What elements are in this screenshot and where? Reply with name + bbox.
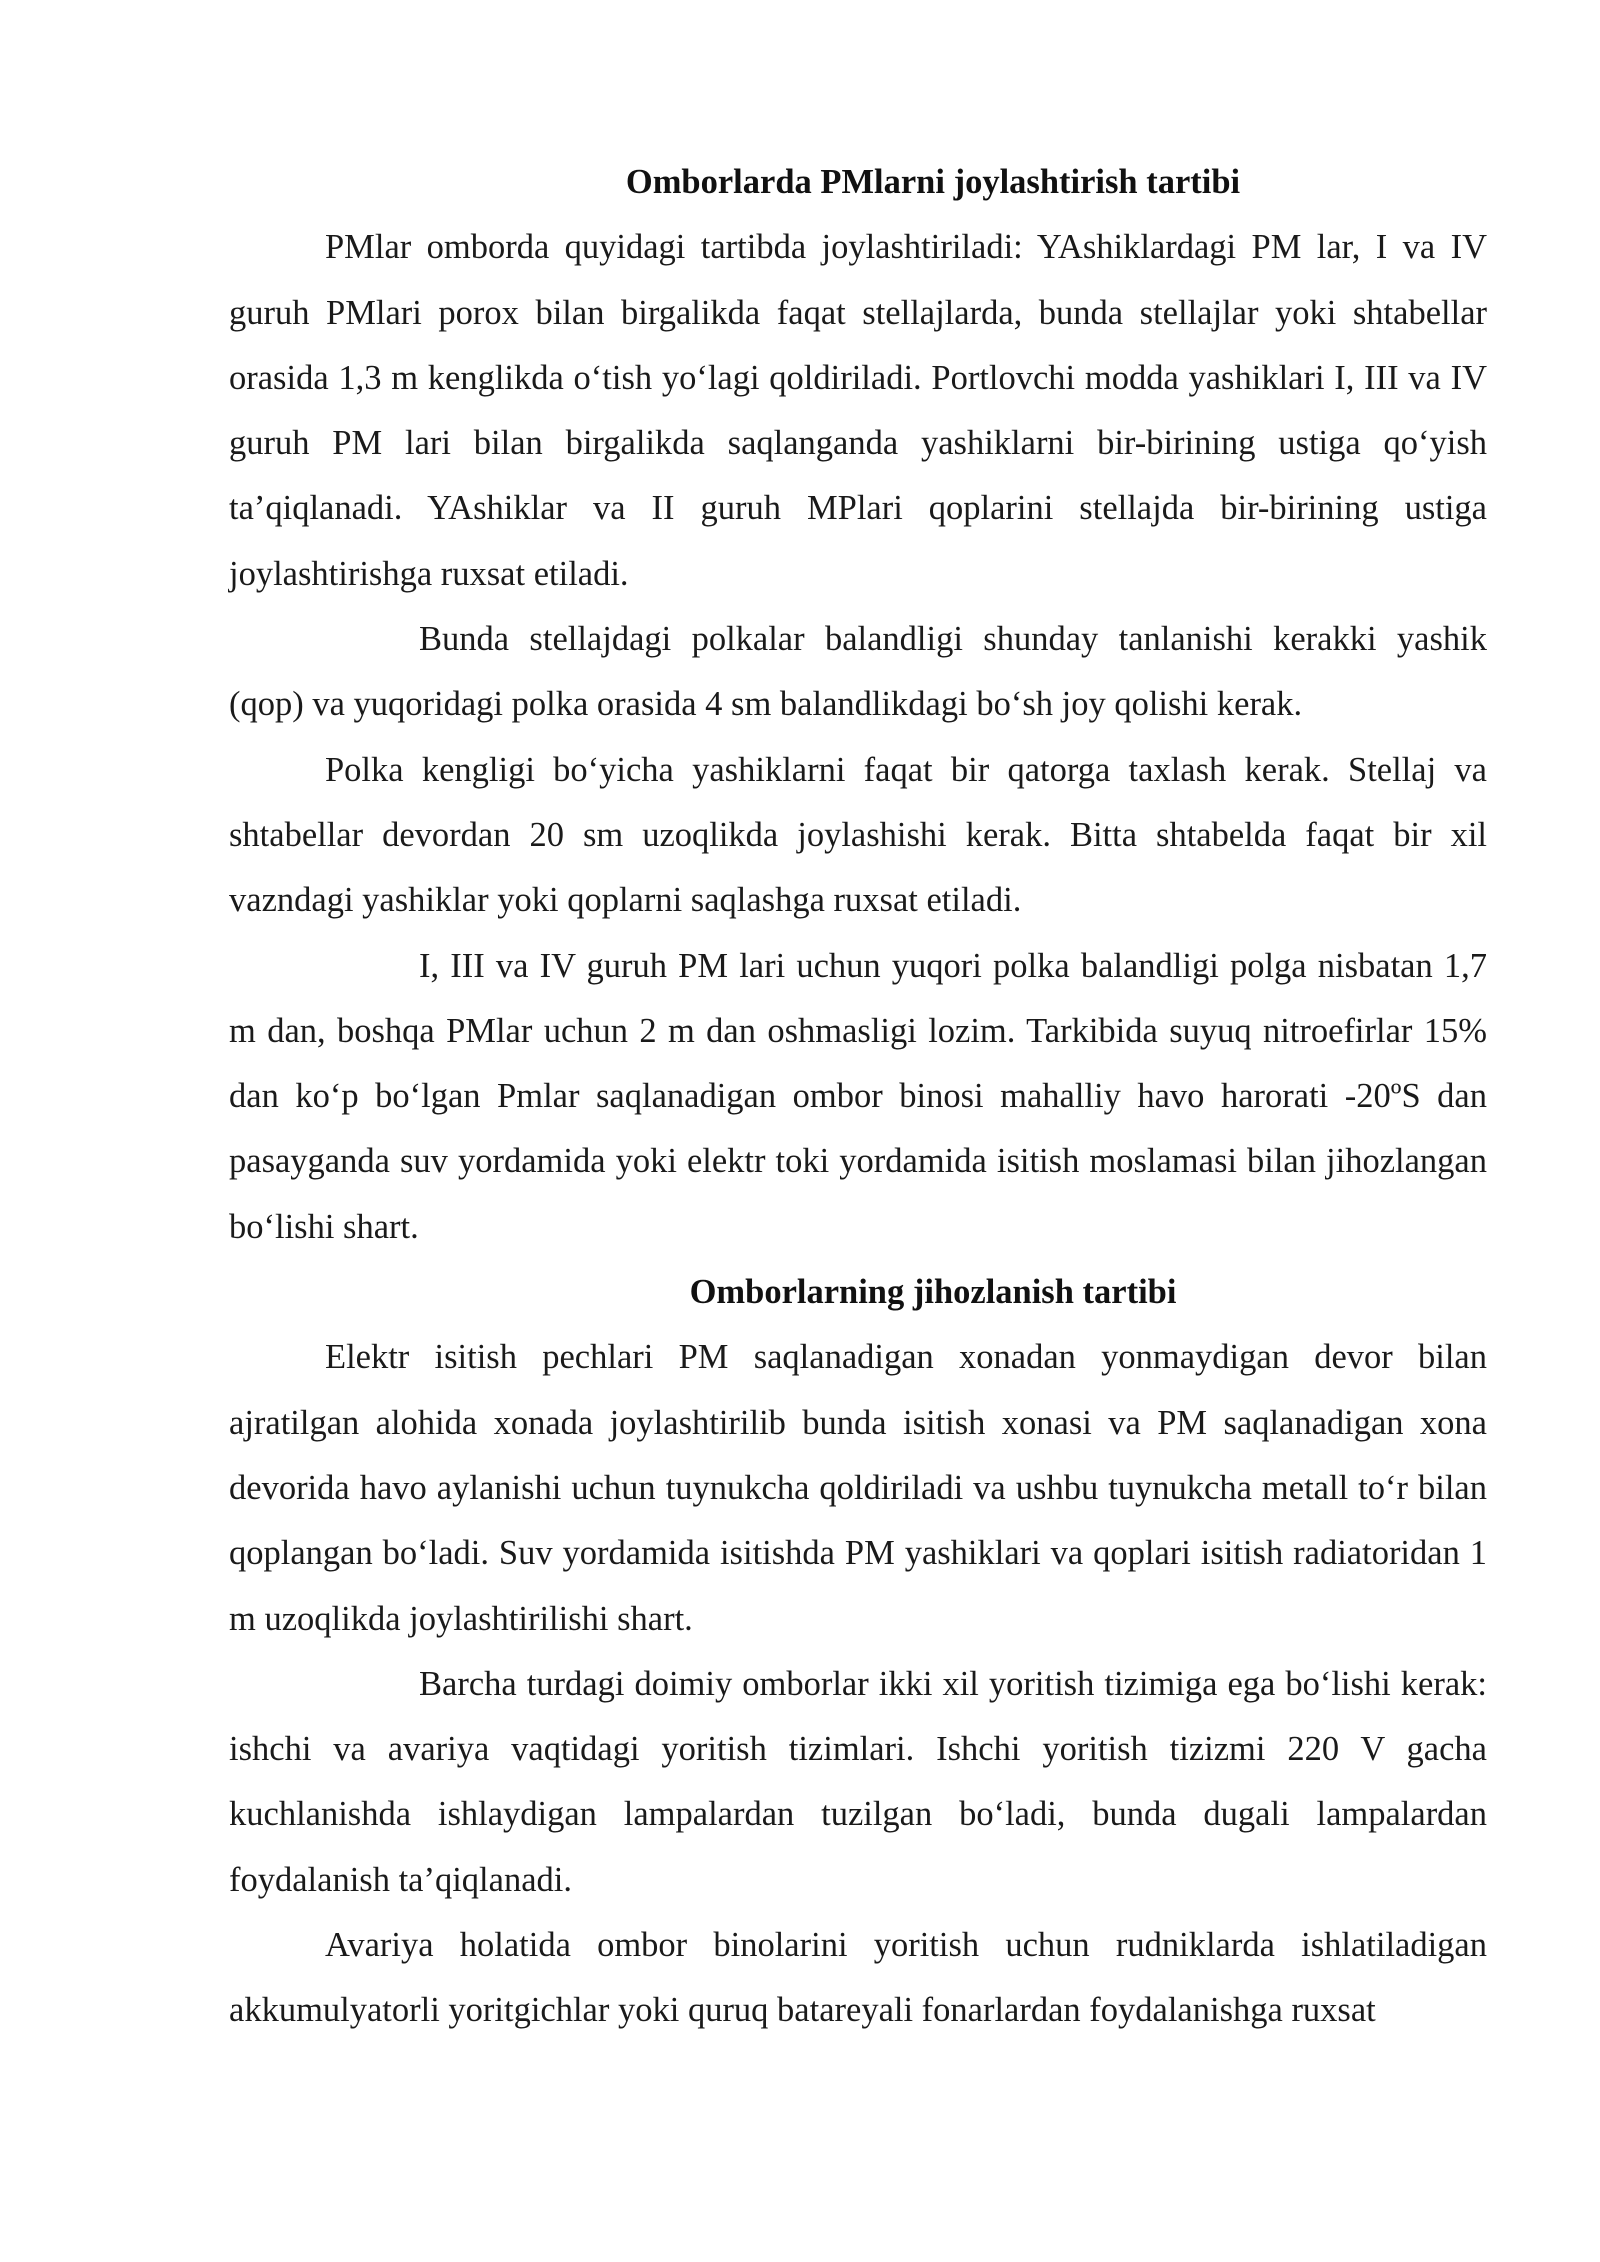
paragraph: Barcha turdagi doimiy omborlar ikki xil yoritish tizimiga ega bo‘lishi kerak: ishchi va avariya vaqtidagi yoritish tizimlari. Ishchi yoritish tizizmi 220 V gacha kuchlanishda ishlaydigan lampalardan tuzilgan bo‘ladi, bunda dugali lampalardan foydalanish ta’qiqlanadi. bbox=[229, 1664, 1487, 1899]
paragraph: I, III va IV guruh PM lari uchun yuqori polka balandligi polga nisbatan 1,7 m dan, boshqa PMlar uchun 2 m dan oshmasligi lozim. Tarkibida suyuq nitroefirlar 15% dan ko‘p bo‘lgan Pmlar saqlanadigan ombor binosi mahalliy havo harorati -20ºS dan pasayganda suv yordamida yoki elektr toki yordamida isitish moslamasi bilan jihozlangan bo‘lishi shart. bbox=[229, 946, 1487, 1246]
paragraph: Polka kengligi bo‘yicha yashiklarni faqat bir qatorga taxlash kerak. Stellaj va shtabellar devordan 20 sm uzoqlikda joylashishi kerak. Bitta shtabelda faqat bir xil vazndagi yashiklar yoki qoplarni saqlashga ruxsat etiladi. bbox=[229, 750, 1487, 920]
paragraph: PMlar omborda quyidagi tartibda joylashtiriladi: YAshiklardagi PM lar, I va IV guruh PMlari porox bilan birgalikda faqat stellajlarda, bunda stellajlar yoki shtabellar orasida 1,3 m kenglikda o‘tish yo‘lagi qoldiriladi. Portlovchi modda yashiklari I, III va IV guruh PM lari bilan birgalikda saqlanganda yashiklarni bir-birining ustiga qo‘yish ta’qiqlanadi. YAshiklar va II guruh MPlari qoplarini stellajda bir-birining ustiga joylashtirishga ruxsat etiladi. bbox=[229, 228, 1487, 593]
document-body bbox=[229, 150, 1487, 2044]
section-heading-equipment-order: Omborlarning jihozlanish tartibi bbox=[689, 1273, 1177, 1312]
paragraph: Bunda stellajdagi polkalar balandligi shunday tanlanishi kerakki yashik (qop) va yuqoridagi polka orasida 4 sm balandlikdagi bo‘sh joy qolishi kerak. bbox=[229, 620, 1487, 724]
paragraph: Avariya holatida ombor binolarini yoritish uchun rudniklarda ishlatiladigan akkumulyatorli yoritgichlar yoki quruq batareyali fonarlardan foydalanishga ruxsat bbox=[229, 1926, 1487, 2030]
paragraph: Elektr isitish pechlari PM saqlanadigan xonadan yonmaydigan devor bilan ajratilgan alohida xonada joylashtirilib bunda isitish xonasi va PM saqlanadigan xona devorida havo aylanishi uchun tuynukcha qoldiriladi va ushbu tuynukcha metall to‘r bilan qoplangan bo‘ladi. Suv yordamida isitishda PM yashiklari va qoplari isitish radiatoridan 1 m uzoqlikda joylashtirilishi shart. bbox=[229, 1338, 1487, 1638]
section-heading-storage-placement: Omborlarda PMlarni joylashtirish tartibi bbox=[625, 163, 1241, 201]
